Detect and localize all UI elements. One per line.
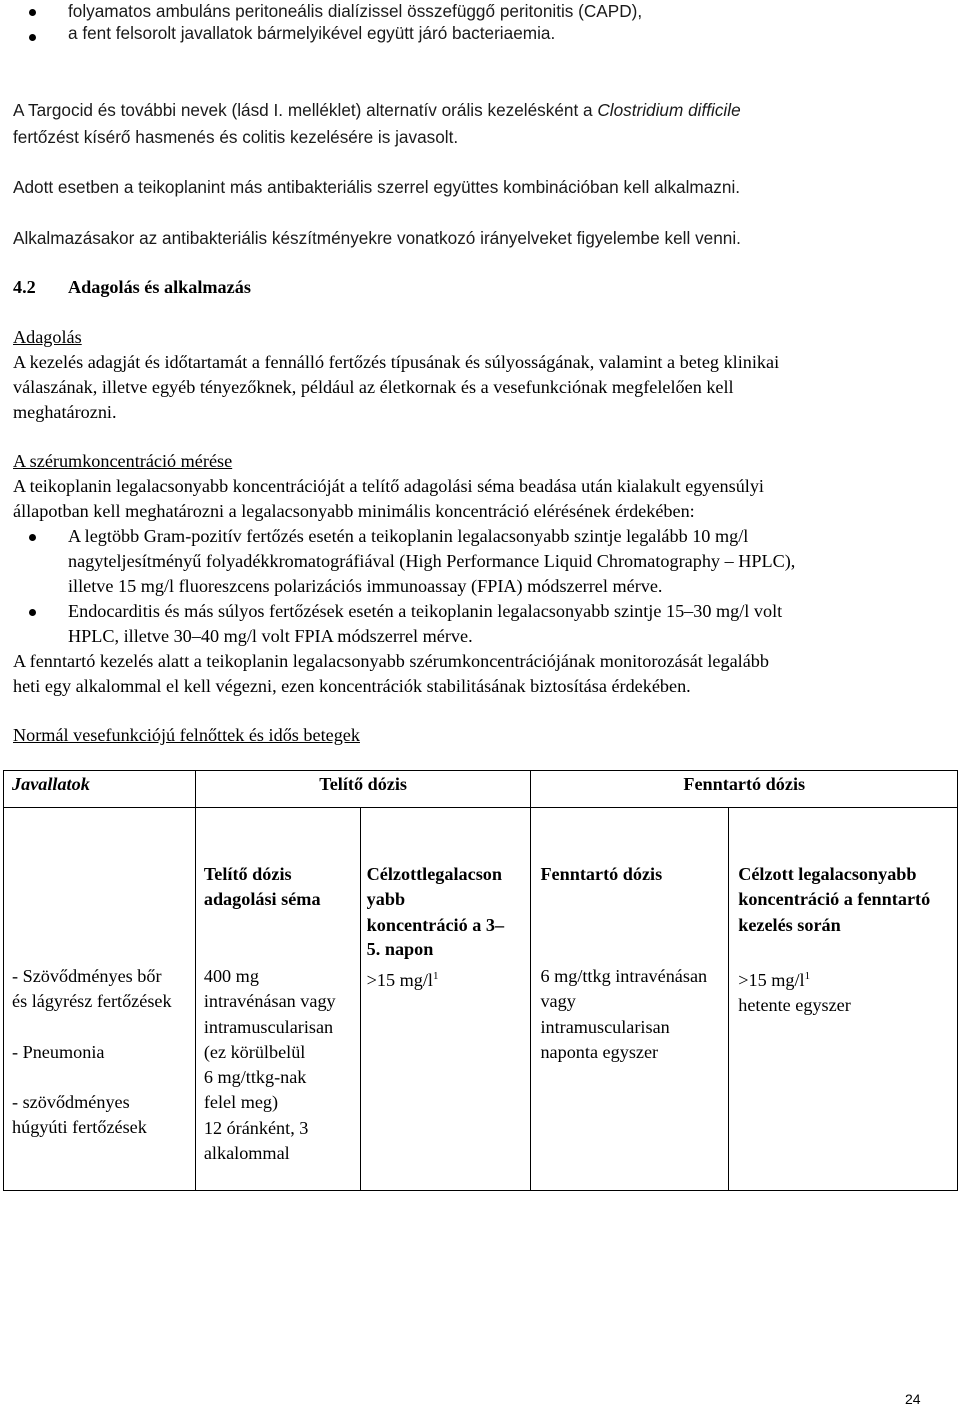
- maintenance-dose-cell: [531, 808, 729, 1191]
- serum-bullet-line: Endocarditis és más súlyos fertőzések esetén a teikoplanin legalacsonyabb szintje 15–30 mg/l volt: [68, 601, 783, 621]
- dosing-table: [3, 770, 958, 1191]
- serum-bullet-line: illetve 15 mg/l fluoreszcens polarizációs immunoassay (FPIA) módszerrel mérve.: [68, 576, 663, 596]
- value-line: intramuscularisan: [203, 1016, 334, 1037]
- target-trough-loading-value: [367, 964, 439, 993]
- bullet-item: a fent felsorolt javallatok bármelyikével együtt járó bacteriaemia.: [68, 23, 556, 43]
- subheader-line: koncentráció a 3–: [366, 914, 505, 935]
- target-trough-maintenance-cell: [729, 808, 958, 1191]
- table-data-row: [4, 808, 958, 1191]
- indication-line: - Pneumonia: [12, 1041, 105, 1062]
- maintenance-dose-value: [540, 964, 707, 1065]
- target-trough-maintenance-value: [738, 964, 851, 1019]
- subheader-line: Célzott legalacsonyabb: [738, 864, 917, 884]
- trough-value: >15 mg/l: [738, 970, 805, 991]
- subheader-line: 5. napon: [366, 938, 434, 959]
- targocid-paragraph: [13, 98, 741, 122]
- value-line: 6 mg/ttkg intravénásan: [540, 966, 708, 986]
- dosing-line: A kezelés adagját és időtartamát a fennálló fertőzés típusának és súlyosságának, valamint a beteg klinikai: [13, 352, 780, 372]
- target-trough-loading-subheader: [367, 862, 504, 960]
- serum-bullet-line: nagyteljesítményű folyadékkromatográfiával (High Performance Liquid Chromatography – HPLC),: [68, 551, 796, 571]
- trough-value: >15 mg/l: [366, 970, 433, 991]
- loading-regimen-cell: [195, 808, 360, 1191]
- subheader-line: Fenntartó dózis: [540, 864, 663, 884]
- serum-outro-line: heti egy alkalommal el kell végezni, ezen koncentrációk stabilitásának biztosítása érdekében.: [13, 676, 691, 696]
- indications-list: [12, 964, 172, 1140]
- maintenance-dose-subheader: [540, 862, 662, 887]
- indications-cell: [4, 808, 196, 1191]
- bullet-dot: [29, 9, 36, 16]
- value-line: felel meg): [203, 1092, 279, 1113]
- value-line: 6 mg/ttkg-nak: [203, 1067, 307, 1088]
- serum-intro-line: állapotban kell meghatározni a legalacsonyabb minimális koncentráció elérésének érdekében:: [13, 501, 695, 521]
- value-line: naponta egyszer: [540, 1041, 659, 1062]
- value-line: 400 mg: [203, 966, 259, 986]
- bullet-dot: [29, 534, 36, 541]
- value-line: alkalommal: [203, 1143, 290, 1164]
- bullet-item: folyamatos ambuláns peritoneális dialízissel összefüggő peritonitis (CAPD),: [68, 1, 643, 21]
- value-line: vagy: [540, 991, 576, 1012]
- target-trough-loading-cell: [360, 808, 531, 1191]
- subheader-line: Célzottlegalacson: [366, 864, 502, 884]
- dosing-heading: Adagolás: [13, 327, 82, 347]
- targocid-line2: fertőzést kísérő hasmenés és colitis kezelésére is javasolt.: [13, 127, 459, 147]
- value-line: (ez körülbelül: [203, 1041, 306, 1062]
- dosing-line: válaszának, illetve egyéb tényezőknek, például az életkornak és a vesefunkciónak megfelelően kell: [13, 377, 734, 397]
- adults-heading: Normál vesefunkciójú felnőttek és idős betegek: [13, 725, 360, 745]
- subheader-line: yabb: [366, 889, 406, 910]
- serum-intro-line: A teikoplanin legalacsonyabb koncentrációját a telítő adagolási séma beadása után kialakult egyensúlyi: [13, 476, 764, 496]
- header-loading-dose-label: Telítő dózis: [319, 774, 408, 794]
- loading-regimen-subheader: [204, 862, 321, 913]
- header-maintenance-dose: [531, 771, 958, 808]
- subheader-line: Telítő dózis: [203, 864, 292, 884]
- header-loading-dose: [195, 771, 531, 808]
- indication-line: - szövődményes: [12, 1091, 130, 1112]
- targocid-text: A Targocid és további nevek (lásd I. melléklet) alternatív orális kezelésként a: [13, 100, 598, 120]
- subheader-line: koncentráció a fenntartó: [738, 889, 931, 910]
- indication-line: húgyúti fertőzések: [12, 1117, 147, 1138]
- frequency-line: hetente egyszer: [738, 995, 851, 1016]
- table-header-row: [4, 771, 958, 808]
- dosing-line: meghatározni.: [13, 402, 117, 422]
- header-indications: [4, 771, 196, 808]
- footnote-marker: 1: [432, 970, 439, 982]
- loading-regimen-value: [204, 964, 336, 1166]
- bullet-dot: [29, 34, 36, 41]
- serum-outro-line: A fenntartó kezelés alatt a teikoplanin legalacsonyabb szérumkoncentrációjának monitorozását legalább: [13, 651, 769, 671]
- header-maintenance-dose-label: Fenntartó dózis: [683, 774, 806, 794]
- value-line: intramuscularisan: [540, 1016, 670, 1037]
- serum-bullet-line: HPLC, illetve 30–40 mg/l volt FPIA módszerrel mérve.: [68, 626, 473, 646]
- indication-line: [12, 1015, 172, 1040]
- subheader-line: kezelés során: [738, 914, 841, 935]
- value-line: intravénásan vagy: [203, 991, 336, 1012]
- combination-note: Adott esetben a teikoplanint más antibakteriális szerrel együttes kombinációban kell alkalmazni.: [13, 177, 741, 197]
- value-line: 12 óránként, 3: [203, 1117, 309, 1138]
- serum-heading: A szérumkoncentráció mérése: [13, 451, 233, 471]
- species-name: Clostridium difficile: [597, 100, 741, 120]
- indication-line: - Szövődményes bőr: [12, 966, 162, 986]
- target-trough-maintenance-subheader: [738, 862, 930, 938]
- section-title: Adagolás és alkalmazás: [68, 277, 251, 297]
- bullet-dot: [29, 609, 36, 616]
- page-number: 24: [905, 1391, 921, 1407]
- footnote-marker: 1: [804, 970, 811, 982]
- guidelines-note: Alkalmazásakor az antibakteriális készítményekre vonatkozó irányelveket figyelembe kell venni.: [13, 228, 741, 248]
- indication-line: és lágyrész fertőzések: [12, 991, 172, 1012]
- serum-bullet-line: A legtöbb Gram-pozitív fertőzés esetén a teikoplanin legalacsonyabb szintje legalább 10 mg/l: [68, 526, 749, 546]
- indication-line: [12, 1065, 172, 1090]
- section-number: 4.2: [13, 277, 36, 297]
- header-indications-label: Javallatok: [12, 774, 90, 794]
- subheader-line: adagolási séma: [203, 889, 321, 910]
